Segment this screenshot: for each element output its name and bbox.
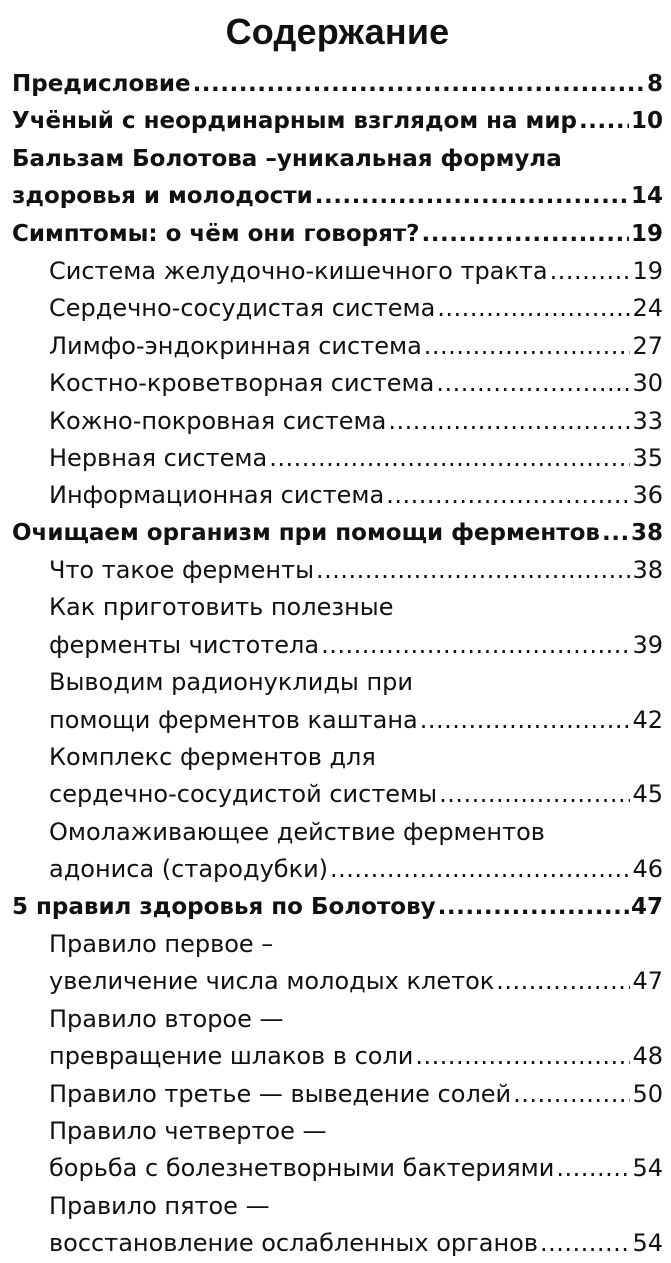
toc-page-number: 10 bbox=[630, 108, 663, 135]
toc-section-entry bbox=[12, 926, 663, 963]
dot-leader bbox=[328, 851, 630, 888]
toc-entry-title: Бальзам Болотова –уникальная формула bbox=[12, 145, 562, 172]
dot-leader bbox=[600, 515, 629, 552]
toc-entry-title: сердечно-сосудистой системы bbox=[49, 780, 438, 809]
toc-entry-title: Что такое ферменты bbox=[49, 556, 315, 585]
toc-entry-title: Как приготовить полезные bbox=[49, 593, 394, 622]
toc-chapter-entry bbox=[12, 103, 663, 140]
dot-leader bbox=[313, 178, 629, 215]
toc-entry-title: Нервная система bbox=[49, 443, 268, 472]
toc-page-number: 8 bbox=[646, 71, 663, 97]
dot-leader bbox=[413, 1038, 630, 1075]
toc-entry-title: Правило третье — выведение солей bbox=[49, 1079, 512, 1108]
toc-chapter-entry bbox=[12, 178, 663, 215]
toc-page-number: 50 bbox=[632, 1079, 663, 1108]
toc-section-entry bbox=[12, 1188, 663, 1225]
dot-leader bbox=[435, 290, 630, 327]
toc-entry-title: Омолаживающее действие ферментов bbox=[49, 817, 545, 846]
toc-section-entry bbox=[12, 477, 663, 514]
toc-chapter-entry bbox=[12, 141, 663, 178]
dot-leader bbox=[267, 440, 630, 477]
toc-entry-title: Костно-кроветворная система bbox=[49, 369, 435, 398]
toc-section-entry bbox=[12, 963, 663, 1000]
dot-leader bbox=[434, 365, 630, 402]
toc-section-entry bbox=[12, 814, 663, 851]
toc-section-entry bbox=[12, 739, 663, 776]
toc-entry-title: ферменты чистотела bbox=[49, 630, 320, 659]
toc-section-entry bbox=[12, 1113, 663, 1150]
toc-section-entry bbox=[12, 328, 663, 365]
dot-leader bbox=[314, 552, 630, 589]
dot-leader bbox=[422, 328, 631, 365]
toc-page-number: 45 bbox=[632, 780, 663, 809]
dot-leader bbox=[420, 216, 629, 253]
dot-leader bbox=[511, 1076, 630, 1113]
dot-leader bbox=[538, 1225, 630, 1262]
toc-page-number: 19 bbox=[632, 256, 663, 285]
toc-section-entry bbox=[12, 1225, 663, 1262]
toc-page-number: 54 bbox=[632, 1229, 663, 1258]
dot-leader bbox=[548, 253, 631, 290]
dot-leader bbox=[418, 702, 631, 739]
toc-page-number: 39 bbox=[632, 630, 663, 659]
toc-entry-title: Правило первое – bbox=[49, 929, 274, 958]
toc-section-entry bbox=[12, 253, 663, 290]
toc-entry-title: Очищаем организм при помощи ферментов bbox=[12, 519, 600, 546]
toc-page-number: 42 bbox=[632, 705, 663, 734]
toc-entry-title: Система желудочно-кишечного тракта bbox=[49, 256, 548, 285]
toc-page-number: 30 bbox=[632, 369, 663, 398]
toc-page-number: 46 bbox=[632, 855, 663, 884]
toc-chapter-entry bbox=[12, 216, 663, 253]
toc-entry-title: превращение шлаков в соли bbox=[49, 1042, 414, 1071]
toc-chapter-entry bbox=[12, 515, 663, 552]
dot-leader bbox=[436, 889, 629, 926]
dot-leader bbox=[554, 1150, 630, 1187]
dot-leader bbox=[384, 477, 630, 514]
toc-chapter-entry bbox=[12, 889, 663, 926]
toc-entry-title: Выводим радионуклиды при bbox=[49, 668, 414, 697]
toc-section-entry bbox=[12, 1038, 663, 1075]
toc-entry-title: Правило второе — bbox=[49, 1004, 284, 1033]
toc-entry-title: 5 правил здоровья по Болотову bbox=[12, 893, 436, 920]
toc-list bbox=[12, 66, 663, 1263]
toc-section-entry bbox=[12, 290, 663, 327]
toc-page-number: 38 bbox=[632, 556, 663, 585]
dot-leader bbox=[191, 66, 645, 103]
dot-leader bbox=[577, 103, 629, 140]
toc-page-number: 27 bbox=[632, 331, 663, 360]
toc-entry-title: Правило пятое — bbox=[49, 1191, 270, 1220]
toc-section-entry bbox=[12, 365, 663, 402]
dot-leader bbox=[386, 403, 630, 440]
toc-section-entry bbox=[12, 403, 663, 440]
toc-entry-title: Сердечно-сосудистая система bbox=[49, 294, 436, 323]
toc-entry-title: Комплекс ферментов для bbox=[49, 743, 376, 772]
toc-entry-title: увеличение числа молодых клеток bbox=[49, 967, 495, 996]
toc-page-number: 47 bbox=[630, 893, 663, 920]
toc-section-entry bbox=[12, 851, 663, 888]
dot-leader bbox=[319, 627, 630, 664]
toc-entry-title: восстановление ослабленных органов bbox=[49, 1229, 538, 1258]
toc-section-entry bbox=[12, 1150, 663, 1187]
toc-entry-title: Симптомы: о чём они говорят? bbox=[12, 220, 420, 247]
toc-entry-title: Правило четвертое — bbox=[49, 1116, 327, 1145]
toc-section-entry bbox=[12, 1001, 663, 1038]
dot-leader bbox=[437, 776, 630, 813]
toc-chapter-entry bbox=[12, 66, 663, 103]
page-title: Содержание bbox=[225, 11, 450, 52]
toc-page-number: 35 bbox=[632, 443, 663, 472]
toc-page-number: 38 bbox=[630, 519, 663, 546]
toc-section-entry bbox=[12, 552, 663, 589]
toc-page-number: 19 bbox=[630, 220, 663, 247]
toc-entry-title: здоровья и молодости bbox=[12, 183, 313, 210]
toc-page-number: 47 bbox=[632, 967, 663, 996]
toc-page-number: 33 bbox=[632, 406, 663, 435]
toc-section-entry bbox=[12, 702, 663, 739]
toc-entry-title: Информационная система bbox=[49, 481, 385, 510]
toc-section-entry bbox=[12, 627, 663, 664]
toc-section-entry bbox=[12, 776, 663, 813]
toc-section-entry bbox=[12, 1076, 663, 1113]
toc-page-number: 54 bbox=[632, 1154, 663, 1183]
toc-page-number: 36 bbox=[632, 481, 663, 510]
toc-section-entry bbox=[12, 589, 663, 626]
toc-entry-title: Предисловие bbox=[12, 71, 191, 97]
toc-entry-title: Кожно-покровная система bbox=[49, 406, 387, 435]
toc-entry-title: адониса (стародубки) bbox=[49, 855, 329, 884]
toc-entry-title: борьба с болезнетворными бактериями bbox=[49, 1154, 555, 1183]
dot-leader bbox=[494, 963, 630, 1000]
toc-page-number: 48 bbox=[632, 1042, 663, 1071]
toc-entry-title: Лимфо-эндокринная система bbox=[49, 331, 422, 360]
toc-section-entry bbox=[12, 664, 663, 701]
toc-entry-title: Учёный с неординарным взглядом на мир bbox=[12, 108, 577, 135]
toc-page-number: 24 bbox=[632, 294, 663, 323]
toc-section-entry bbox=[12, 440, 663, 477]
toc-page-number: 14 bbox=[630, 183, 663, 210]
toc-entry-title: помощи ферментов каштана bbox=[49, 705, 418, 734]
